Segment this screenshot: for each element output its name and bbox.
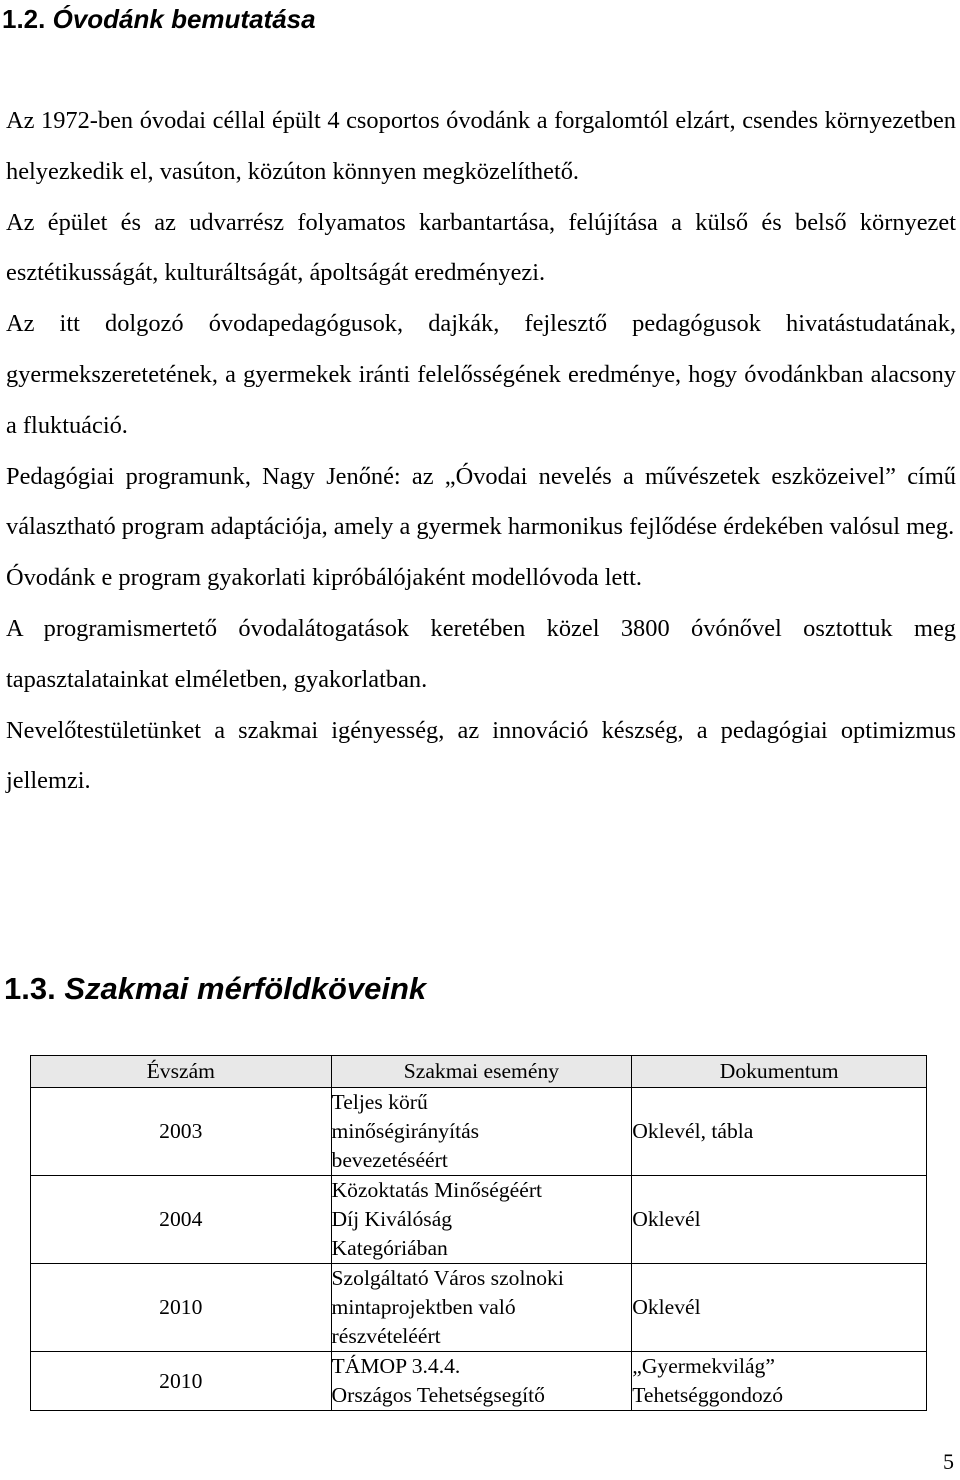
table-row <box>31 1352 927 1411</box>
page-number: 5 <box>943 1449 954 1474</box>
paragraph-visits: A programismertető óvodalátogatások keretében közel 3800 óvónővel osztottuk meg tapasztalatainkat elméletben, gyakorlatban. <box>6 614 956 693</box>
paragraph-staff: Az itt dolgozó óvodapedagógusok, dajkák, fejlesztő pedagógusok hivatástudatának, gyermekszeretetének, a gyermekek iránti felelősségének eredménye, hogy óvodánkban alacsony a fluktuáció. <box>6 310 956 439</box>
document-line: Tehetséggondozó <box>632 1383 784 1407</box>
paragraph-staff-character: Nevelőtestületünket a szakmai igényesség, az innováció készség, a pedagógiai optimizmus jellemzi. <box>6 716 956 795</box>
column-header-document: Dokumentum <box>632 1056 927 1088</box>
section-number: 1.2. <box>2 4 46 34</box>
paragraph-program: Pedagógiai programunk, Nagy Jenőné: az „Óvodai nevelés a művészetek eszközeivel” című választható program adaptációja, amely a gyermek harmonikus fejlődése érdekében valósul meg. <box>6 462 956 541</box>
event-cell <box>331 1088 632 1176</box>
document-cell <box>632 1352 927 1411</box>
document-line: Oklevél <box>632 1207 701 1231</box>
event-line: Szolgáltató Város szolnoki <box>331 1266 564 1290</box>
body-text <box>6 96 956 807</box>
event-line: Kategóriában <box>331 1236 448 1260</box>
column-header-event: Szakmai esemény <box>331 1056 632 1088</box>
document-line: „Gyermekvilág” <box>632 1354 775 1378</box>
document-cell <box>632 1088 927 1176</box>
year-cell: 2010 <box>31 1264 332 1352</box>
event-line: Díj Kiválóság <box>331 1207 453 1231</box>
document-line: Oklevél, tábla <box>632 1119 754 1143</box>
event-line: Országos Tehetségsegítő <box>331 1383 545 1407</box>
section-title: Szakmai mérföldköveink <box>64 971 427 1006</box>
event-line: bevezetéséért <box>331 1148 448 1172</box>
event-line: Közoktatás Minőségéért <box>331 1178 543 1202</box>
event-cell <box>331 1352 632 1411</box>
year-cell: 2003 <box>31 1088 332 1176</box>
year-cell: 2010 <box>31 1352 332 1411</box>
section-number: 1.3. <box>4 971 56 1006</box>
event-line: részvételéért <box>331 1324 441 1348</box>
section-title: Óvodánk bemutatása <box>52 4 316 34</box>
event-cell <box>331 1264 632 1352</box>
paragraph-location: Az 1972-ben óvodai céllal épült 4 csoportos óvodánk a forgalomtól elzárt, csendes környezetben helyezkedik el, vasúton, közúton könnyen megközelíthető. <box>6 107 956 185</box>
year-cell: 2004 <box>31 1176 332 1264</box>
event-line: mintaprojektben való <box>331 1295 516 1319</box>
table-row <box>31 1176 927 1264</box>
milestones-table <box>30 1055 927 1411</box>
event-cell <box>331 1176 632 1264</box>
event-line: TÁMOP 3.4.4. <box>331 1354 461 1378</box>
paragraph-building: Az épület és az udvarrész folyamatos karbantartása, felújítása a külső és belső környezet esztétikusságát, kulturáltságát, ápoltságát eredményezi. <box>6 208 956 287</box>
document-cell <box>632 1264 927 1352</box>
document-cell <box>632 1176 927 1264</box>
column-header-year: Évszám <box>31 1056 332 1088</box>
event-line: Teljes körű <box>331 1090 428 1114</box>
section-heading-1-2 <box>2 2 316 36</box>
section-heading-1-3 <box>4 970 426 1008</box>
document-line: Oklevél <box>632 1295 701 1319</box>
table-header-row <box>31 1056 927 1088</box>
event-line: minőségirányítás <box>331 1119 480 1143</box>
table-row <box>31 1264 927 1352</box>
table-row <box>31 1088 927 1176</box>
paragraph-model-kindergarten: Óvodánk e program gyakorlati kipróbálójaként modellóvoda lett. <box>6 564 643 592</box>
